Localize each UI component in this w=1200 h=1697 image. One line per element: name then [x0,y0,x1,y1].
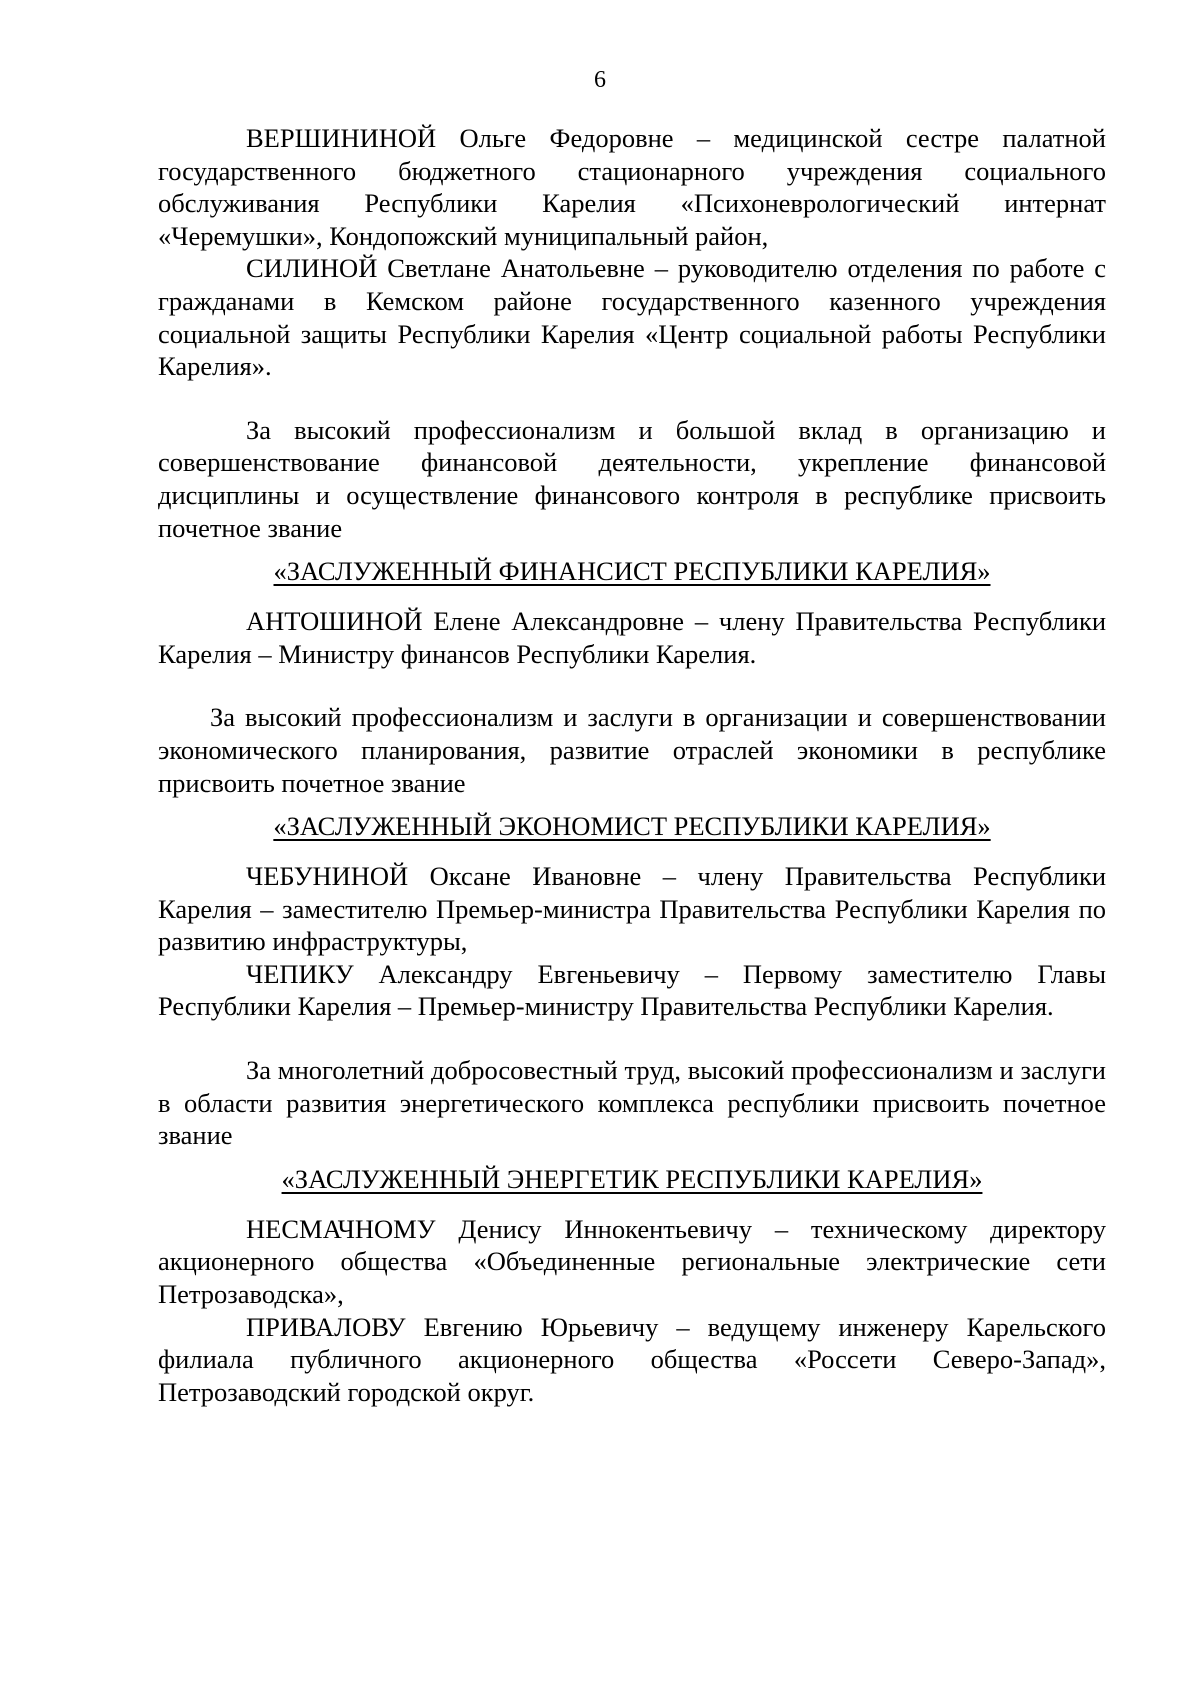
award-title-economist: «ЗАСЛУЖЕННЫЙ ЭКОНОМИСТ РЕСПУБЛИКИ КАРЕЛИЯ» [273,811,991,842]
award-title-financier-block [158,554,1106,588]
award-title-energy: «ЗАСЛУЖЕННЫЙ ЭНЕРГЕТИК РЕСПУБЛИКИ КАРЕЛИЯ» [281,1163,983,1194]
document-body [158,122,1106,1408]
award-recipient-silina: СИЛИНОЙ Светлане Анатольевне – руководителю отделения по работе с гражданами в Кемском районе государственного казенного учреждения социальной защиты Республики Карелия «Центр социальной работы Республики Карелия». [158,253,1106,382]
award-recipient-antoshina: АНТОШИНОЙ Елене Александровне – члену Правительства Республики Карелия – Министру финансов Республики Карелия. [158,606,1106,669]
award-rationale-energy: За многолетний добросовестный труд, высокий профессионализм и заслуги в области развития энергетического комплекса республики присвоить почетное звание [158,1055,1106,1151]
award-title-economist-block [158,809,1106,843]
award-recipient-privalov: ПРИВАЛОВУ Евгению Юрьевичу – ведущему инженеру Карельского филиала публичного акционерного общества «Россети Северо-Запад», Петрозаводский городской округ. [158,1311,1106,1407]
award-title-energy-block [158,1162,1106,1196]
award-rationale-financier: За высокий профессионализм и большой вклад в организацию и совершенствование финансовой деятельности, укрепление финансовой дисциплины и осуществление финансового контроля в республике присвоить почетное звание [158,414,1106,543]
award-recipient-chebunina: ЧЕБУНИНОЙ Оксане Ивановне – члену Правительства Республики Карелия – заместителю Премьер-министра Правительства Республики Карелия по развитию инфраструктуры, [158,861,1106,957]
paragraph-gap [158,383,1106,414]
award-recipient-vershinina: ВЕРШИНИНОЙ Ольге Федоровне – медицинской сестре палатной государственного бюджетного стационарного учреждения социального обслуживания Республики Карелия «Психоневрологический интернат «Черемушки», Кондопожский муниципальный район, [158,123,1106,251]
award-title-financier: «ЗАСЛУЖЕННЫЙ ФИНАНСИСТ РЕСПУБЛИКИ КАРЕЛИЯ» [273,556,991,587]
award-rationale-economist: За высокий профессионализм и заслуги в организации и совершенствовании экономического планирования, развитие отраслей экономики в республике присвоить почетное звание [158,702,1106,798]
paragraph-gap [158,670,1106,701]
award-recipient-nesmachny: НЕСМАЧНОМУ Денису Иннокентьевичу – техническому директору акционерного общества «Объединенные региональные электрические сети Петрозаводска», [158,1213,1106,1310]
page-number: 6 [594,67,606,93]
paragraph-gap [158,1023,1106,1054]
award-recipient-chepik: ЧЕПИКУ Александру Евгеньевичу – Первому заместителю Главы Республики Карелия – Премьер-министру Правительства Республики Карелия. [158,958,1106,1022]
